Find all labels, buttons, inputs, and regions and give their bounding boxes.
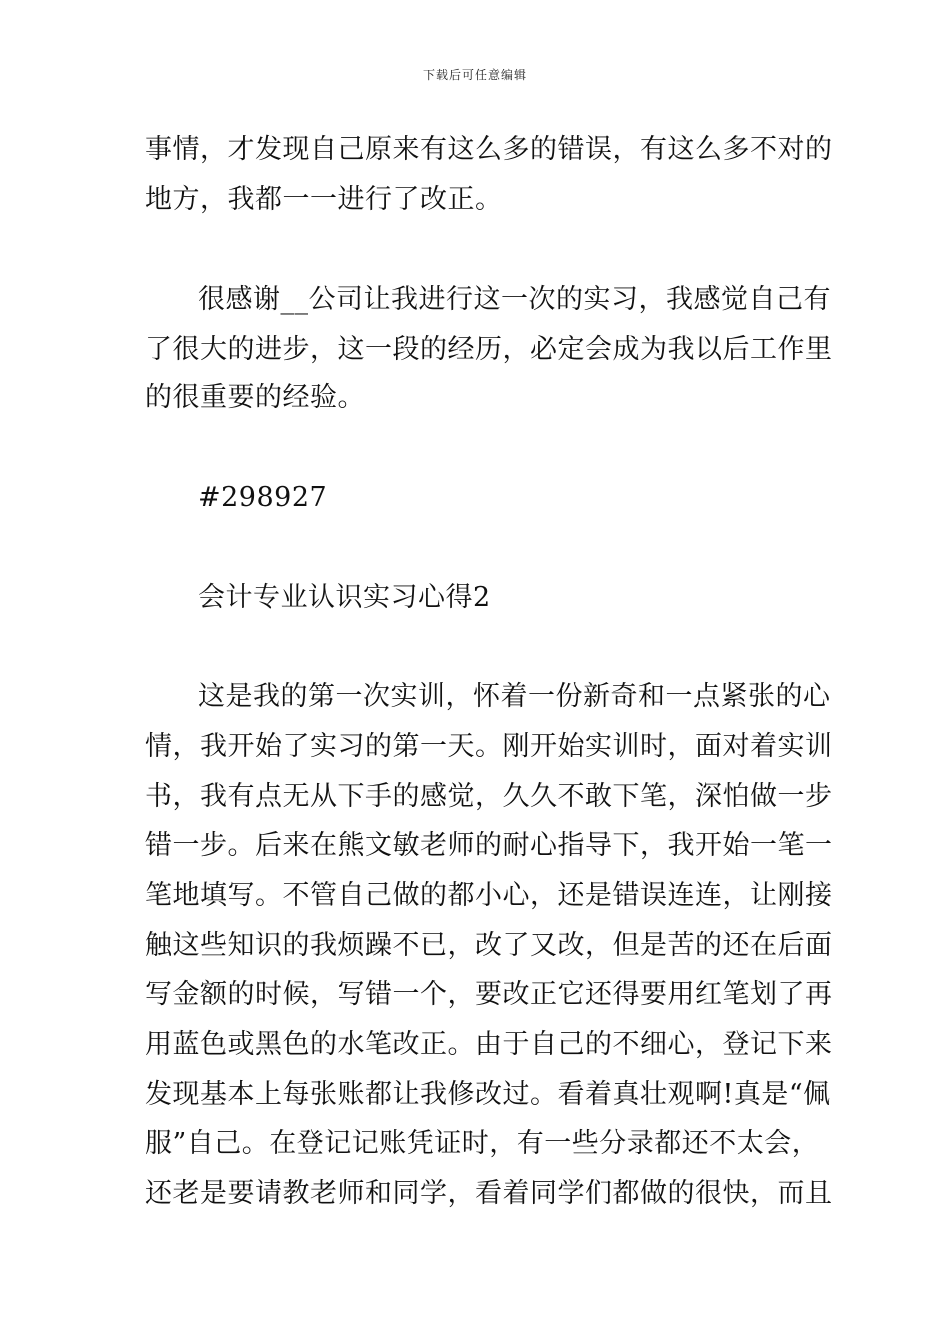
paragraph-line: 发现基本上每张账都让我修改过。看着真壮观啊!真是“佩 — [145, 1079, 831, 1110]
section-title: 会计专业认识实习心得2 — [198, 582, 491, 613]
paragraph-line: 触这些知识的我烦躁不已，改了又改，但是苦的还在后面 — [145, 930, 833, 961]
paragraph-line: 地方，我都一一进行了改正。 — [145, 184, 503, 215]
paragraph-line: 这是我的第一次实训，怀着一份新奇和一点紧张的心 — [198, 681, 831, 712]
document-id: #298927 — [198, 482, 328, 513]
paragraph-line: 用蓝色或黑色的水笔改正。由于自己的不细心，登记下来 — [145, 1029, 833, 1060]
paragraph-line: 写金额的时候，写错一个，要改正它还得要用红笔划了再 — [145, 979, 833, 1010]
paragraph-line: 了很大的进步，这一段的经历，必定会成为我以后工作里 — [145, 334, 833, 365]
paragraph-line: 书，我有点无从下手的感觉，久久不敢下笔，深怕做一步 — [145, 781, 833, 812]
paragraph-line: 事情，才发现自己原来有这么多的错误，有这么多不对的 — [145, 134, 833, 165]
paragraph-line: 还老是要请教老师和同学，看着同学们都做的很快，而且 — [145, 1178, 833, 1209]
paragraph-line: 服”自己。在登记记账凭证时，有一些分录都还不太会， — [145, 1128, 820, 1159]
paragraph-line: 错一步。后来在熊文敏老师的耐心指导下，我开始一笔一 — [145, 830, 833, 861]
paragraph-line: 的很重要的经验。 — [145, 382, 365, 413]
paragraph-line: 很感谢__公司让我进行这一次的实习，我感觉自己有 — [198, 284, 831, 315]
paragraph-line: 笔地填写。不管自己做的都小心，还是错误连连，让刚接 — [145, 880, 833, 911]
page-header-note: 下载后可任意编辑 — [422, 68, 527, 82]
paragraph-line: 情，我开始了实习的第一天。刚开始实训时，面对着实训 — [145, 731, 833, 762]
